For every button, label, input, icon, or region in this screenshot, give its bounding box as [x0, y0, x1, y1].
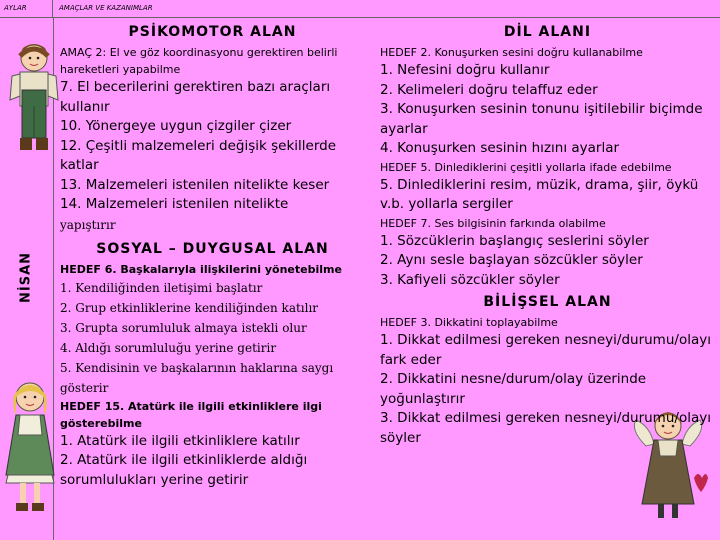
sosyal-goal-6: HEDEF 6. Başkalarıyla ilişkilerini yönetebilme	[60, 262, 342, 276]
bilissel-item: 2. Dikkatini nesne/durum/olay üzerinde yoğunlaştırır	[380, 371, 647, 407]
month-label: NİSAN	[18, 251, 34, 304]
psikomotor-item: 12. Çeşitli malzemeleri değişik şekillerde katlar	[60, 137, 337, 173]
bilissel-item: 3. Dikkat edilmesi gereken nesneyi/durumu/olayı söyler	[380, 410, 711, 446]
girl-doll-illustration	[0, 375, 64, 515]
ataturk-item: 2. Atatürk ile ilgili etkinliklerde aldığı sorumlulukları yerine getirir	[60, 452, 308, 488]
dil-item: 4. Konuşurken sesinin hızını ayarlar	[380, 140, 620, 156]
psikomotor-title: PSİKOMOTOR ALAN	[128, 24, 297, 40]
dil-item: 1. Nefesini doğru kullanır	[380, 62, 550, 78]
right-column	[380, 20, 715, 448]
sosyal-item: 4. Aldığı sorumluluğu yerine getirir	[60, 340, 277, 355]
dil-goal-2: HEDEF 2. Konuşurken sesini doğru kullanabilme	[380, 46, 643, 59]
psikomotor-item: 14. Malzemeleri istenilen nitelikte	[60, 196, 289, 212]
sosyal-item: 2. Grup etkinliklerine kendiliğinden katılır	[60, 300, 319, 315]
dil-item: 2. Kelimeleri doğru telaffuz eder	[380, 81, 598, 98]
psikomotor-goal: AMAÇ 2: El ve göz koordinasyonu gerektiren belirli hareketleri yapabilme	[60, 46, 338, 76]
bilissel-item: 1. Dikkat edilmesi gereken nesneyi/durumu/olayı fark eder	[380, 332, 711, 368]
bilissel-goal-3: HEDEF 3. Dikkatini toplayabilme	[380, 316, 558, 329]
goals-header: AMAÇLAR VE KAZANIMLAR	[53, 0, 720, 18]
sosyal-title: SOSYAL – DUYGUSAL ALAN	[96, 240, 329, 257]
dil-item: 5. Dinlediklerini resim, müzik, drama, şiir, öykü v.b. yollarla sergiler	[380, 176, 699, 212]
ataturk-item: 1. Atatürk ile ilgili etkinliklere katılır	[60, 432, 300, 449]
left-column	[60, 20, 365, 490]
dil-title: DİL ALANI	[503, 24, 592, 40]
psikomotor-item-tail: yapıştırır	[60, 217, 116, 232]
dil-item: 3. Konuşurken sesinin tonunu işitilebilir biçimde ayarlar	[380, 101, 703, 137]
dil-item: 3. Kafiyeli sözcükler söyler	[380, 271, 560, 288]
sosyal-item: 3. Grupta sorumluluk almaya istekli olur	[60, 320, 307, 335]
months-header: AYLAR	[0, 0, 53, 18]
sosyal-goal-15: HEDEF 15. Atatürk ile ilgili etkinliklere ilgi gösterebilme	[60, 399, 322, 430]
dil-goal-5: HEDEF 5. Dinlediklerini çeşitli yollarla ifade edebilme	[380, 160, 672, 174]
sosyal-item: 1. Kendiliğinden iletişimi başlatır	[60, 280, 263, 295]
dil-item: 1. Sözcüklerin başlangıç seslerini söyler	[380, 232, 649, 249]
month-cell	[14, 252, 38, 312]
psikomotor-item: 10. Yönergeye uygun çizgiler çizer	[60, 118, 292, 134]
sosyal-item: 5. Kendisinin ve başkalarının haklarına saygı gösterir	[60, 360, 334, 395]
dil-goal-7: HEDEF 7. Ses bilgisinin farkında olabilme	[380, 216, 606, 230]
bilissel-title: BİLİŞSEL ALAN	[483, 294, 612, 310]
psikomotor-item: 7. El becerilerini gerektiren bazı araçları kullanır	[60, 79, 331, 115]
psikomotor-item: 13. Malzemeleri istenilen nitelikte keser	[60, 176, 330, 193]
boy-doll-illustration	[0, 40, 64, 160]
dil-item: 2. Aynı sesle başlayan sözcükler söyler	[380, 252, 643, 268]
